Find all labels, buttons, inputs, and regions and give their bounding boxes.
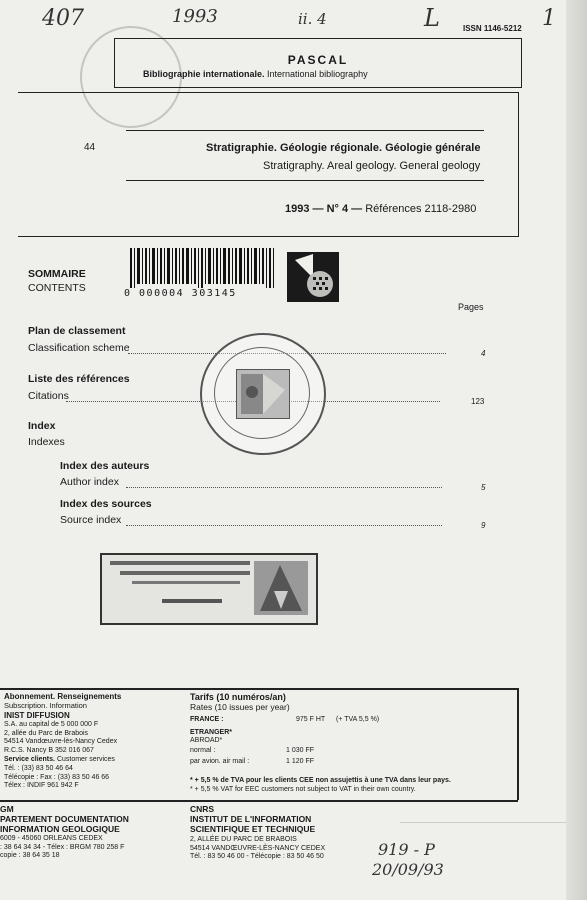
section-number: 44: [84, 142, 96, 153]
contents-title-en: CONTENTS: [28, 282, 86, 294]
cnrs-address: [190, 836, 325, 862]
normal-price: 1 030 FF: [286, 747, 315, 754]
page-edge: [566, 0, 587, 900]
address-line: S.A. au capital de 5 000 000 F: [4, 721, 99, 728]
address-line: 54514 Vandœuvre-lès-Nancy Cedex: [4, 738, 118, 745]
france-tva: (+ TVA 5,5 %): [336, 716, 380, 723]
journal-subtitle: [143, 69, 368, 79]
brgm-block: [0, 804, 129, 834]
handwritten-mark: L: [424, 4, 440, 32]
cnrs-block: [190, 804, 315, 834]
address-line: Tél. : 83 50 46 00 - Télécopie : 83 50 46 50: [190, 853, 324, 860]
seal-emblem: [236, 369, 290, 419]
inist-address: [4, 721, 117, 755]
handwritten-date: 20/09/93: [372, 860, 444, 879]
cnrs-institute2: SCIENTIFIQUE ET TECHNIQUE: [190, 824, 316, 834]
abroad-label-fr: ETRANGER*: [190, 729, 233, 736]
cnrs-institute: INSTITUT DE L'INFORMATION: [190, 814, 312, 824]
section-title-fr: Stratigraphie. Géologie régionale. Géologie générale: [206, 142, 481, 154]
issn: ISSN 1146-5212: [463, 24, 522, 33]
footer-top-rule: [0, 688, 517, 690]
toc-item-en: Source index: [60, 514, 122, 526]
stamp-text-line: [162, 599, 222, 603]
cnrs-title: CNRS: [190, 804, 215, 814]
toc-item-en: Classification scheme: [28, 342, 130, 354]
vat-note-fr: * + 5,5 % de TVA pour les clients CEE non assujettis à une TVA dans leur pays.: [190, 777, 451, 784]
header-box: [114, 38, 522, 88]
abroad-label-en: ABROAD*: [190, 737, 223, 744]
address-line: 2, ALLÉE DU PARC DE BRABOIS: [190, 836, 297, 843]
address-line: 6009 - 45060 ORLEANS CEDEX: [0, 835, 103, 842]
brgm-address: [0, 835, 124, 861]
inist-title: INIST DIFFUSION: [4, 711, 70, 720]
vat-note-en: * + 5,5 % VAT for EEC customers not subject to VAT in their own country.: [190, 786, 416, 793]
leader-dots: [126, 487, 442, 488]
rates-title-en: Rates (10 issues per year): [190, 702, 290, 712]
subscription-title: Abonnement. Renseignements: [4, 692, 122, 701]
issue-refs: Références 2118-2980: [365, 203, 477, 215]
stamp-text-line: [110, 561, 250, 565]
toc-item-fr: Index: [28, 420, 56, 432]
subscription-title-en: Subscription. Information: [4, 701, 87, 710]
contact-line: Tél. : (33) 83 50 46 64: [4, 765, 73, 772]
airmail-price: 1 120 FF: [286, 758, 315, 765]
contact-info: [4, 765, 109, 791]
barcode: [124, 246, 286, 302]
service-title-en: Customer services: [56, 756, 115, 763]
address-line: : 38 64 34 34 - Télex : BRGM 780 258 F: [0, 843, 125, 851]
library-seal-stamp: [200, 333, 326, 455]
contents-title-fr: SOMMAIRE: [28, 268, 86, 280]
service-heading: [4, 756, 115, 765]
handwritten-mark: 1: [542, 6, 556, 31]
handwritten-year: 1993: [172, 6, 218, 27]
address-line: 2, allée du Parc de Brabois: [4, 729, 89, 737]
footer-mid-rule: [0, 800, 518, 802]
contact-line: Télécopie : Fax : (33) 83 50 46 66: [4, 773, 110, 781]
subtitle-fr: Bibliographie internationale.: [143, 69, 265, 79]
barcode-bars: [124, 246, 286, 290]
stamp-text-line: [120, 571, 250, 575]
contact-line: Télex : INDIF 961 942 F: [4, 782, 79, 789]
toc-item-fr: Index des sources: [60, 498, 152, 510]
france-price: 975 F HT: [296, 716, 326, 723]
toc-page: 9: [481, 521, 486, 530]
rates-title: Tarifs (10 numéros/an): [190, 692, 286, 702]
issue-line: [285, 203, 476, 215]
toc-item-en: Indexes: [28, 436, 65, 448]
service-title: Service clients.: [4, 756, 55, 763]
pages-label: Pages: [458, 302, 484, 312]
handwritten-note: ii. 4: [298, 10, 327, 28]
leader-dots: [126, 525, 442, 526]
footer-right-rule: [517, 688, 519, 800]
subtitle-en: International bibliography: [267, 69, 368, 79]
toc-page: 4: [481, 349, 486, 358]
toc-item-fr: Index des auteurs: [60, 460, 150, 472]
toc-item-fr: Plan de classement: [28, 325, 126, 337]
journal-title: PASCAL: [287, 53, 349, 67]
toc-item-en: Author index: [60, 476, 119, 488]
france-label: FRANCE :: [190, 716, 224, 723]
brgm-dept2: INFORMATION GEOLOGIQUE: [0, 824, 120, 834]
normal-label: normal :: [190, 747, 216, 754]
toc-item-fr: Liste des références: [28, 373, 130, 385]
barcode-digits: 0 000004 303145: [124, 288, 237, 299]
publisher-logo: [287, 252, 339, 302]
toc-page: 123: [471, 397, 485, 406]
toc-page: 5: [481, 483, 486, 492]
section-title-en: Stratigraphy. Areal geology. General geology: [263, 160, 481, 172]
stamp-text-line: [132, 581, 240, 584]
brgm-title: GM: [0, 804, 14, 814]
brgm-dept: PARTEMENT DOCUMENTATION: [0, 814, 129, 824]
rule: [126, 130, 484, 131]
handwritten-note: 407: [42, 6, 84, 31]
address-line: R.C.S. Nancy B 352 016 067: [4, 746, 94, 754]
address-line: copie : 38 64 35 18: [0, 852, 60, 859]
handwritten-arabic-note: [400, 812, 570, 823]
address-line: 54514 VANDŒUVRE-LÈS-NANCY CEDEX: [190, 844, 326, 852]
airmail-label: par avion. air mail :: [190, 758, 250, 765]
handwritten-accession: 919 - P: [378, 840, 435, 859]
issue-number: 1993 — N° 4 —: [285, 203, 363, 215]
library-rect-stamp: [100, 553, 318, 625]
rule: [126, 180, 484, 181]
stamp-emblem: [254, 561, 308, 615]
toc-item-en: Citations: [28, 390, 69, 402]
